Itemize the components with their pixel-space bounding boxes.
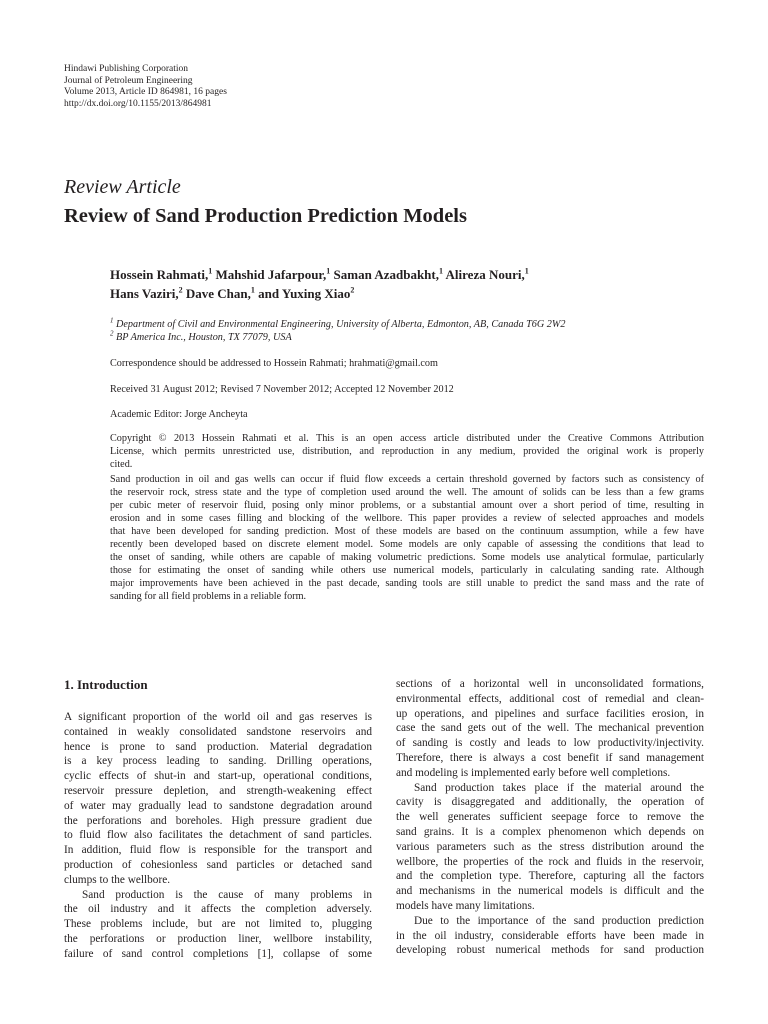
body-line: Sand production is the cause of many problems in: [82, 888, 372, 901]
body-line: cyclic effects of shut-in and start-up, operational conditions,: [64, 770, 372, 783]
body-line: hence is prone to sand production. Material degradation: [64, 740, 372, 753]
journal-header: [64, 64, 227, 110]
author-affiliation-marker: 1: [326, 266, 331, 276]
author-name: Mahshid Jafarpour,: [212, 267, 327, 282]
affiliation-line: [110, 331, 704, 344]
volume-info: Volume 2013, Article ID 864981, 16 pages: [64, 87, 227, 97]
author-list: [110, 265, 710, 303]
right-column: [396, 677, 704, 958]
body-line: wellbore, the properties of the rock and fluids in the reservoir,: [396, 855, 704, 868]
left-column: [64, 676, 372, 962]
body-line: and modeling is implemented early before well completions.: [396, 766, 671, 779]
body-line: various parameters such as the stress distribution around the: [396, 840, 704, 853]
author-affiliation-marker: 1: [208, 266, 213, 276]
abstract-line: erosion and in some cases filling and blocking of the wellbore. This paper provides a review of selected approaches and models: [110, 513, 704, 524]
body-line: the oil industry and it affects the completion adversely.: [64, 903, 372, 916]
body-line: the well generates sufficient seepage force to remove the: [396, 811, 704, 824]
body-line: Due to the importance of the sand production prediction: [414, 914, 704, 927]
author-line-2: [110, 284, 710, 303]
body-line: cavity is disaggregated and additionally, the operation of: [396, 796, 704, 809]
copyright-notice: [110, 432, 704, 471]
body-line: of sanding is costly and leads to low productivity/injectivity.: [396, 737, 704, 750]
body-line: failure of sand control completions [1], collapse of some: [64, 947, 372, 960]
abstract-line: major improvements have been achieved in the past decade, sanding tools are still unable to predict the sand mass and the rate of: [110, 578, 704, 589]
author-affiliation-marker: 1: [524, 266, 529, 276]
body-line: In addition, fluid flow is responsible for the transport and: [64, 844, 372, 857]
author-affiliation-marker: 2: [178, 285, 183, 295]
body-line: the perforations and boreholes. High pressure gradient due: [64, 814, 372, 827]
affiliation-text: Department of Civil and Environmental Engineering, University of Alberta, Edmonton, AB, Canada T6G 2W2: [113, 319, 566, 330]
body-line: clumps to the wellbore.: [64, 873, 171, 886]
body-line: sections of a horizontal well in unconsolidated formations,: [396, 678, 704, 690]
body-line: reservoir pressure depletion, and strength-weakening effect: [64, 784, 372, 797]
body-line: to fluid flow also facilitates the detachment of sand particles.: [64, 829, 372, 842]
right-column-body: [396, 677, 704, 958]
body-paragraph: [396, 677, 704, 781]
author-affiliation-marker: 2: [350, 285, 355, 295]
body-line: is a key process leading to sanding. Drilling operations,: [64, 755, 372, 768]
article-title: Review of Sand Production Prediction Models: [64, 205, 467, 227]
author-name: Alireza Nouri,: [443, 267, 525, 282]
body-line: Therefore, there is always a cost benefit if sand management: [396, 751, 704, 764]
body-line: up operations, and pipelines and surface facilities erosion, in: [396, 707, 704, 720]
abstract-line: that have been developed for sanding prediction. Most of these models are based on the continuum assumption, while a few have: [110, 526, 704, 537]
doi-link[interactable]: http://dx.doi.org/10.1155/2013/864981: [64, 98, 212, 109]
copyright-line: cited.: [110, 459, 133, 470]
abstract-line: the onset of sanding, while others are capable of making volumetric predictions. Some models use analytical formulae, particularly: [110, 552, 704, 563]
copyright-line: License, which permits unrestricted use, distribution, and reproduction in any medium, provided the original work is properly: [110, 446, 704, 457]
author-affiliation-marker: 1: [250, 285, 255, 295]
left-column-body: [64, 710, 372, 962]
body-line: A significant proportion of the world oil and gas reserves is: [64, 711, 372, 723]
abstract-line: sanding for all field problems in a reliable form.: [110, 591, 307, 602]
author-line-1: [110, 265, 710, 284]
abstract-line: recently been developed based on discrete element model. Some models are only capable of assessing the conditions that lead to: [110, 539, 704, 550]
affiliations: [110, 318, 704, 344]
body-line: of water may gradually lead to sandstone degradation around: [64, 799, 372, 812]
affiliation-marker: 2: [110, 329, 114, 338]
body-line: contained in weakly consolidated sandstone reservoirs and: [64, 725, 372, 738]
body-paragraph: [396, 914, 704, 958]
body-line: These problems include, but are not limited to, plugging: [64, 918, 372, 931]
body-line: sand grains. It is a complex phenomenon which depends on: [396, 825, 704, 838]
body-line: case the sand gets out of the well. The mechanical prevention: [396, 722, 704, 735]
abstract-line: the reservoir rock, stress state and the type of completion used around the well. The amount of solids can be less than a few grams: [110, 487, 704, 498]
author-name: Saman Azadbakht,: [330, 267, 439, 282]
body-line: Sand production takes place if the material around the: [414, 781, 704, 794]
body-line: and the completion type. Therefore, capturing all the factors: [396, 870, 704, 883]
abstract: [110, 473, 704, 603]
received-dates: Received 31 August 2012; Revised 7 November 2012; Accepted 12 November 2012: [110, 384, 454, 395]
body-line: developing robust numerical methods for sand production: [396, 944, 704, 957]
body-line: and mechanisms in the numerical models is difficult and the: [396, 885, 704, 898]
abstract-line: those for estimating the onset of sanding while others use numerical models, particularly in calculating sanding rate. Although: [110, 565, 704, 576]
correspondence: Correspondence should be addressed to Hossein Rahmati; hrahmati@gmail.com: [110, 358, 438, 369]
author-affiliation-marker: 1: [439, 266, 443, 276]
author-name: Dave Chan,: [182, 286, 251, 301]
author-name: Hans Vaziri,: [110, 286, 179, 301]
author-name: and Yuxing Xiao: [254, 286, 351, 301]
copyright-line: Copyright © 2013 Hossein Rahmati et al. This is an open access article distributed under the Creative Commons Attribution: [110, 433, 704, 444]
affiliation-text: BP America Inc., Houston, TX 77079, USA: [113, 332, 292, 343]
body-line: in the oil industry, considerable efforts have been made in: [396, 929, 704, 942]
body-paragraph: [64, 888, 372, 962]
academic-editor: Academic Editor: Jorge Ancheyta: [110, 409, 248, 420]
body-line: models have many limitations.: [396, 899, 535, 912]
body-line: environmental effects, additional cost of remedial and clean-: [396, 692, 704, 705]
affiliation-marker: 1: [110, 316, 114, 325]
journal-name: Journal of Petroleum Engineering: [64, 75, 193, 86]
abstract-line: Sand production in oil and gas wells can occur if fluid flow exceeds a certain threshold governed by factors such as consistency of: [110, 474, 704, 485]
body-line: production of cohesionless sand particles or detached sand: [64, 858, 372, 871]
section-heading: 1. Introduction: [64, 677, 148, 692]
body-paragraph: [396, 781, 704, 914]
publisher-name: Hindawi Publishing Corporation: [64, 64, 189, 74]
abstract-line: per cubic meter of reservoir fluid, posing only minor problems, or a substantial amount over a short period of time, resulting in: [110, 500, 704, 511]
article-type: Review Article: [64, 176, 181, 198]
body-line: the perforations or production liner, wellbore instability,: [64, 932, 372, 945]
body-paragraph: [64, 710, 372, 888]
affiliation-line: [110, 318, 704, 331]
author-name: Hossein Rahmati,: [110, 267, 209, 282]
